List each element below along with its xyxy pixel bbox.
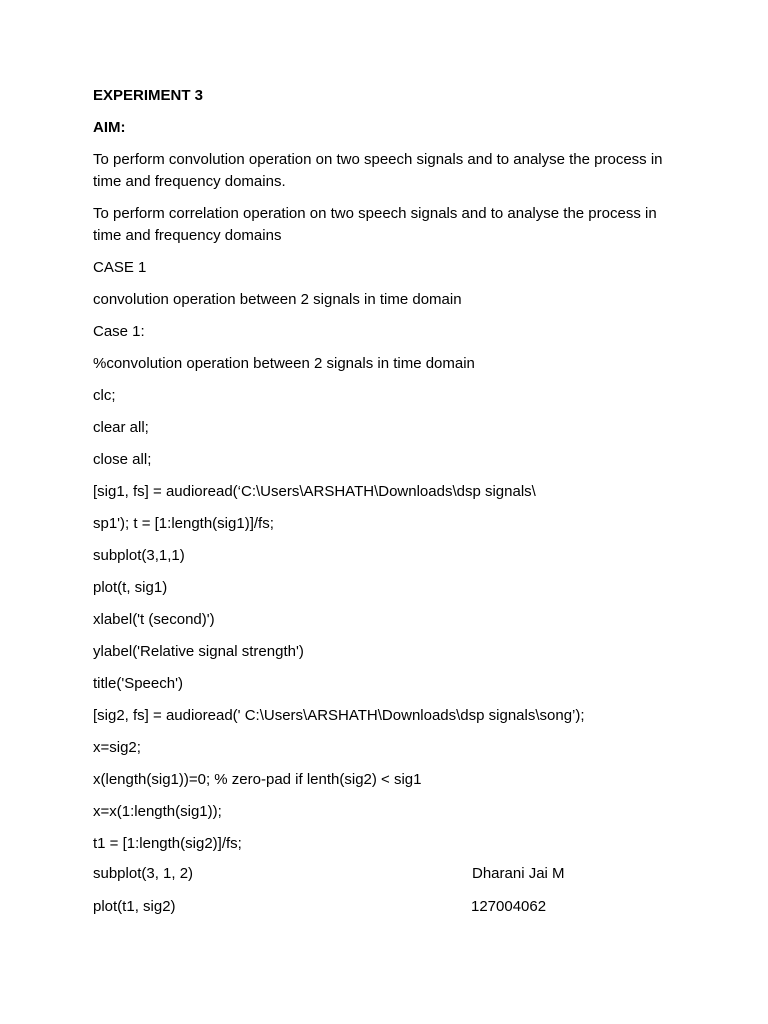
code-line: x=sig2;	[93, 739, 141, 756]
case-label: Case 1:	[93, 323, 145, 340]
code-line: clear all;	[93, 419, 149, 436]
case-description: convolution operation between 2 signals in time domain	[93, 291, 462, 308]
author-name: Dharani Jai M	[472, 865, 565, 882]
code-line: clc;	[93, 387, 116, 404]
code-line: plot(t, sig1)	[93, 579, 168, 596]
code-line: x(length(sig1))=0; % zero-pad if lenth(sig2) < sig1	[93, 771, 422, 788]
author-id: 127004062	[471, 898, 547, 915]
code-line: subplot(3, 1, 2)	[93, 865, 194, 882]
code-line: sp1'); t = [1:length(sig1)]/fs;	[93, 515, 274, 532]
code-line: t1 = [1:length(sig2)]/fs;	[93, 835, 242, 852]
experiment-heading: EXPERIMENT 3	[93, 87, 204, 104]
code-line: title('Speech')	[93, 675, 183, 692]
case-heading: CASE 1	[93, 259, 147, 276]
code-line: plot(t1, sig2)	[93, 898, 176, 915]
aim-label: AIM:	[93, 119, 126, 136]
code-line: xlabel('t (second)')	[93, 611, 215, 628]
code-line: ylabel('Relative signal strength')	[93, 643, 304, 660]
code-line: subplot(3,1,1)	[93, 547, 185, 564]
code-line: [sig1, fs] = audioread(‘C:\Users\ARSHATH\Downloads\dsp signals\	[93, 483, 536, 500]
code-line: %convolution operation between 2 signals in time domain	[93, 355, 475, 372]
code-line: close all;	[93, 451, 152, 468]
aim-paragraph-2: To perform correlation operation on two speech signals and to analyse the process in time and frequency domains	[93, 205, 657, 244]
code-line: x=x(1:length(sig1));	[93, 803, 222, 820]
code-line: [sig2, fs] = audioread(' C:\Users\ARSHATH\Downloads\dsp signals\song’);	[93, 707, 585, 724]
aim-paragraph-1: To perform convolution operation on two speech signals and to analyse the process in time and frequency domains.	[93, 151, 663, 190]
